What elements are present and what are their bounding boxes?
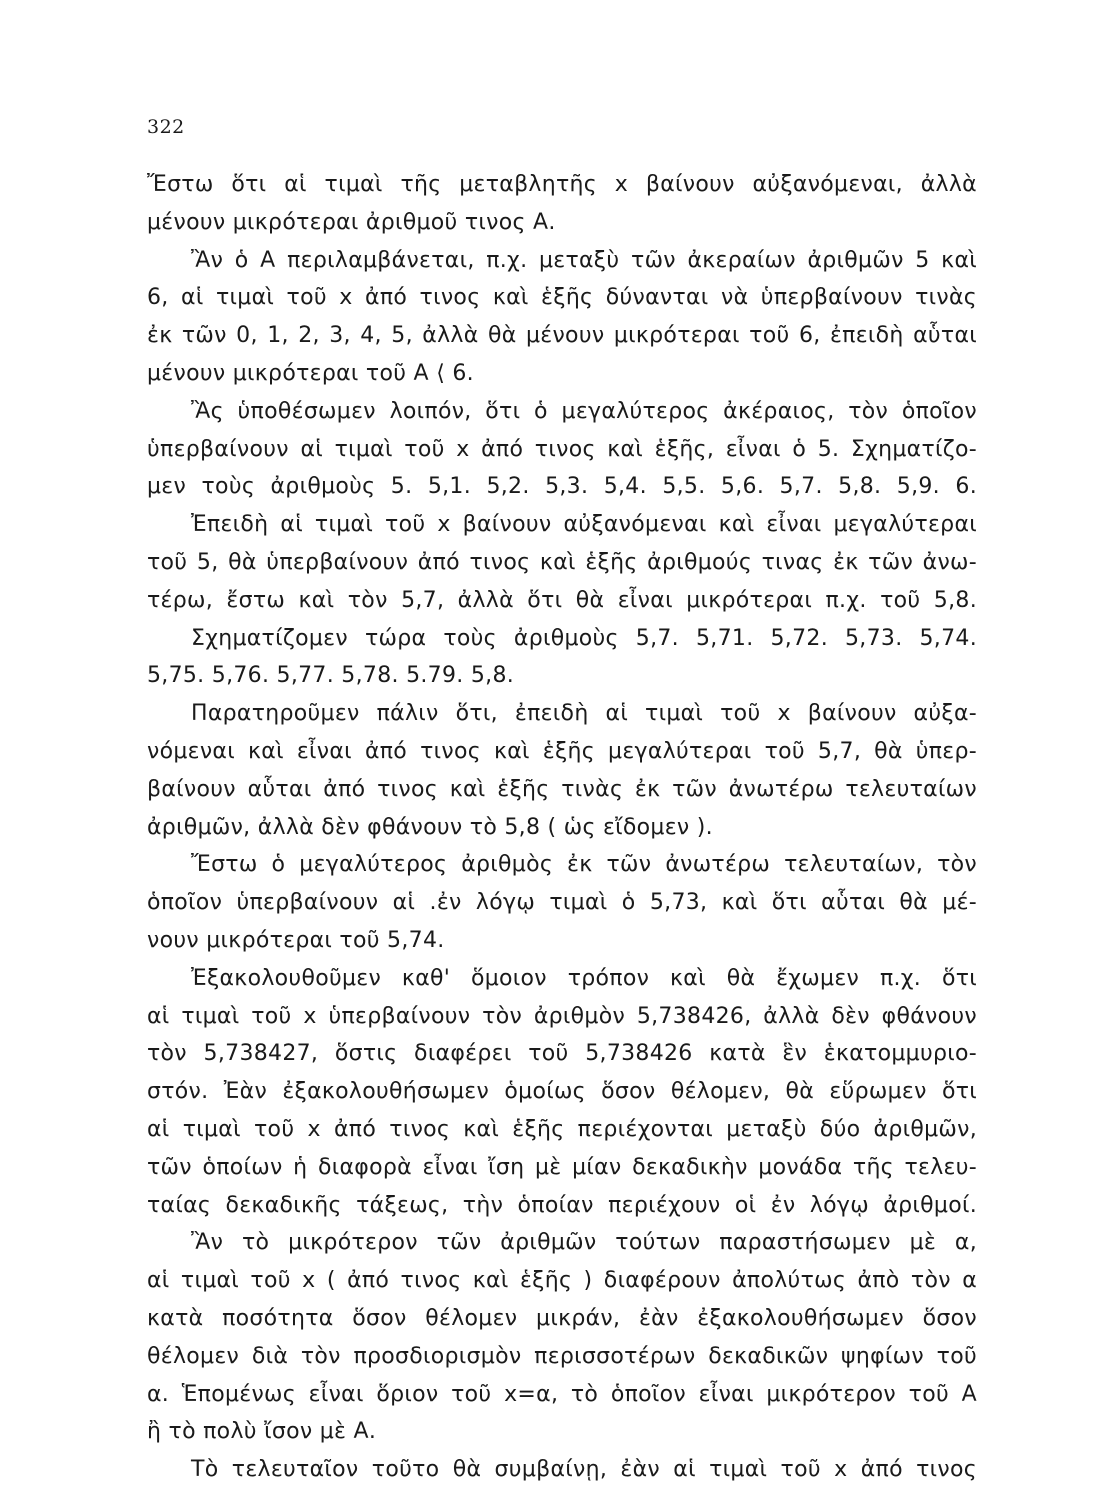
- text-line: 6, αἱ τιμαὶ τοῦ x ἀπό τινος καὶ ἑξῆς δύνανται νὰ ὑπερβαίνουν τινὰς: [147, 285, 977, 311]
- text-line: Ἐπειδὴ αἱ τιμαὶ τοῦ x βαίνουν αὐξανόμεναι καὶ εἶναι μεγαλύτεραι: [191, 512, 977, 538]
- text-line: Ἂν τὸ μικρότερον τῶν ἀριθμῶν τούτων παραστήσωμεν μὲ α,: [191, 1230, 977, 1256]
- text-line: νόμεναι καὶ εἶναι ἀπό τινος καὶ ἑξῆς μεγαλύτεραι τοῦ 5,7, θὰ ὑπερ-: [147, 738, 977, 764]
- text-line: τέρω, ἔστω καὶ τὸν 5,7, ἀλλὰ ὅτι θὰ εἶναι μικρότεραι π.χ. τοῦ 5,8.: [147, 587, 977, 613]
- text-line: τῶν ὁποίων ἡ διαφορὰ εἶναι ἴση μὲ μίαν δεκαδικὴν μονάδα τῆς τελευ-: [147, 1154, 977, 1180]
- page-number: 322: [147, 116, 185, 138]
- text-line: Ἐξακολουθοῦμεν καθ' ὅμοιον τρόπον καὶ θὰ ἔχωμεν π.χ. ὅτι: [191, 965, 977, 991]
- text-line: κατὰ ποσότητα ὅσον θέλομεν μικράν, ἐὰν ἐξακολουθήσωμεν ὅσον: [147, 1305, 977, 1331]
- text-line: α. Ἑπομένως εἶναι ὅριον τοῦ x=α, τὸ ὁποῖον εἶναι μικρότερον τοῦ Α: [147, 1381, 977, 1407]
- text-line: αἱ τιμαὶ τοῦ x ἀπό τινος καὶ ἑξῆς περιέχονται μεταξὺ δύο ἀριθμῶν,: [147, 1116, 977, 1142]
- text-line: ἀριθμῶν, ἀλλὰ δὲν φθάνουν τὸ 5,8 ( ὡς εἴδομεν ).: [147, 814, 713, 840]
- text-line: μεν τοὺς ἀριθμοὺς 5. 5,1. 5,2. 5,3. 5,4. 5,5. 5,6. 5,7. 5,8. 5,9. 6.: [147, 474, 977, 500]
- text-line: Ἔστω ὁ μεγαλύτερος ἀριθμὸς ἐκ τῶν ἀνωτέρω τελευταίων, τὸν: [191, 852, 977, 878]
- text-line: τὸν 5,738427, ὅστις διαφέρει τοῦ 5,738426 κατὰ ἓν ἑκατομμυριο-: [147, 1041, 977, 1067]
- text-line: Ἂς ὑποθέσωμεν λοιπόν, ὅτι ὁ μεγαλύτερος ἀκέραιος, τὸν ὁποῖον: [191, 398, 977, 424]
- text-line: ταίας δεκαδικῆς τάξεως, τὴν ὁποίαν περιέχουν οἱ ἐν λόγῳ ἀριθμοί.: [147, 1192, 977, 1218]
- text-line: Ἂν ὁ Α περιλαμβάνεται, π.χ. μεταξὺ τῶν ἀκεραίων ἀριθμῶν 5 καὶ: [191, 247, 977, 273]
- text-line: μένουν μικρότεραι τοῦ Α ⟨ 6.: [147, 360, 474, 386]
- text-line: Ἔστω ὅτι αἱ τιμαὶ τῆς μεταβλητῆς x βαίνουν αὐξανόμεναι, ἀλλὰ: [147, 172, 977, 197]
- body-text: [147, 166, 977, 1489]
- text-line: αἱ τιμαὶ τοῦ x ( ἀπό τινος καὶ ἑξῆς ) διαφέρουν ἀπολύτως ἀπὸ τὸν α: [147, 1268, 977, 1294]
- text-line: αἱ τιμαὶ τοῦ x ὑπερβαίνουν τὸν ἀριθμὸν 5,738426, ἀλλὰ δὲν φθάνουν: [147, 1003, 977, 1029]
- text-line: ὑπερβαίνουν αἱ τιμαὶ τοῦ x ἀπό τινος καὶ ἑξῆς, εἶναι ὁ 5. Σχηματίζο-: [147, 436, 977, 462]
- text-line: στόν. Ἐὰν ἐξακολουθήσωμεν ὁμοίως ὅσον θέλομεν, θὰ εὕρωμεν ὅτι: [147, 1079, 977, 1105]
- text-line: Παρατηροῦμεν πάλιν ὅτι, ἐπειδὴ αἱ τιμαὶ τοῦ x βαίνουν αὐξα-: [191, 701, 977, 727]
- text-line: ὁποῖον ὑπερβαίνουν αἱ .ἐν λόγῳ τιμαὶ ὁ 5,73, καὶ ὅτι αὗται θὰ μέ-: [147, 890, 977, 916]
- text-line: νουν μικρότεραι τοῦ 5,74.: [147, 927, 445, 953]
- text-line: θέλομεν διὰ τὸν προσδιορισμὸν περισσοτέρων δεκαδικῶν ψηφίων τοῦ: [147, 1343, 977, 1369]
- text-line: βαίνουν αὗται ἀπό τινος καὶ ἑξῆς τινὰς ἐκ τῶν ἀνωτέρω τελευταίων: [147, 776, 977, 802]
- text-line: τοῦ 5, θὰ ὑπερβαίνουν ἀπό τινος καὶ ἑξῆς ἀριθμούς τινας ἐκ τῶν ἀνω-: [147, 549, 977, 575]
- text-line: 5,75. 5,76. 5,77. 5,78. 5.79. 5,8.: [147, 663, 515, 689]
- text-line: ἐκ τῶν 0, 1, 2, 3, 4, 5, ἀλλὰ θὰ μένουν μικρότεραι τοῦ 6, ἐπειδὴ αὗται: [147, 323, 977, 349]
- text-line: Τὸ τελευταῖον τοῦτο θὰ συμβαίνῃ, ἐὰν αἱ τιμαὶ τοῦ x ἀπό τινος: [191, 1457, 977, 1483]
- text-line: ἢ τὸ πολὺ ἴσον μὲ Α.: [147, 1419, 377, 1445]
- text-line: μένουν μικρότεραι ἀριθμοῦ τινος Α.: [147, 209, 556, 235]
- text-line: Σχηματίζομεν τώρα τοὺς ἀριθμοὺς 5,7. 5,71. 5,72. 5,73. 5,74.: [191, 625, 977, 651]
